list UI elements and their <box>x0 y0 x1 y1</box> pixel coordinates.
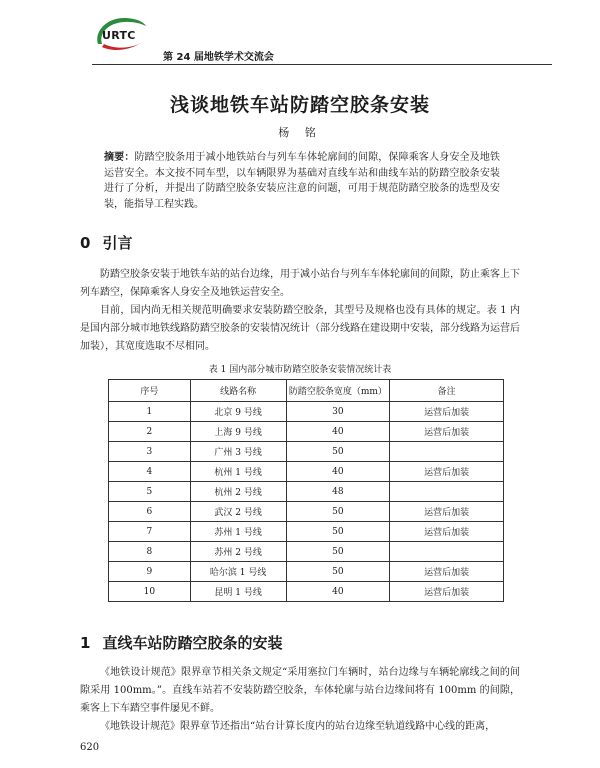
table-cell: 杭州 2 号线 <box>190 482 286 502</box>
section-0-title: 引言 <box>102 234 133 252</box>
table-cell: 10 <box>109 582 191 602</box>
table-cell: 运营后加装 <box>390 582 504 602</box>
table-row <box>109 482 504 502</box>
table-cell: 昆明 1 号线 <box>190 582 286 602</box>
abstract-text: 防踏空胶条用于减小地铁站台与列车车体轮廓间的间隙，保障乘客人身安全及地铁运营安全。本文按不同车型，以车辆限界为基础对直线车站和曲线车站的防踏空胶条安装进行了分析，并提出了防踏空胶条安装应注意的问题，可用于规范防踏空胶条的选型及安装，能指导工程实践。 <box>104 152 501 210</box>
paragraph: 《地铁设计规范》限界章节还指出“站台计算长度内的站台边缘至轨道线路中心线的距离， <box>100 721 496 732</box>
paragraph: 防踏空胶条安装于地铁车站的站台边缘，用于减小站台与列车车体轮廓间的间隙，防止乘客上下列车踏空，保障乘客人身安全及地铁运营安全。 <box>80 269 520 298</box>
section-1-body <box>80 664 520 736</box>
table-cell: 5 <box>109 482 191 502</box>
table-row <box>109 442 504 462</box>
table-cell: 上海 9 号线 <box>190 422 286 442</box>
table-cell: 40 <box>286 422 390 442</box>
section-0-body <box>80 266 520 356</box>
table-cell: 3 <box>109 442 191 462</box>
stats-table <box>108 379 504 602</box>
paragraph: 目前，国内尚无相关规范明确要求安装防踏空胶条，其型号及规格也没有具体的规定。表 1 内是国内部分城市地铁线路防踏空胶条的安装情况统计（部分线路在建设期中安装，部分线路为运营后加装），其宽度选取不尽相同。 <box>80 305 520 352</box>
table-cell: 50 <box>286 562 390 582</box>
table-cell: 50 <box>286 442 390 462</box>
table-cell: 苏州 1 号线 <box>190 522 286 542</box>
section-1-number: 1 <box>80 634 91 652</box>
table-row <box>109 462 504 482</box>
table-cell: 8 <box>109 542 191 562</box>
section-1-heading <box>80 632 282 653</box>
table-cell: 50 <box>286 522 390 542</box>
table-cell: 2 <box>109 422 191 442</box>
table-row <box>109 522 504 542</box>
header-divider <box>92 64 552 65</box>
paragraph: 《地铁设计规范》限界章节相关条文规定“采用塞拉门车辆时，站台边缘与车辆轮廓线之间的间隙采用 100mm。”。直线车站若不安装防踏空胶条，车体轮廓与站台边缘间将有 100mm 的间隙，乘客上下车踏空事件屡见不鲜。 <box>80 667 520 714</box>
table-cell <box>390 482 504 502</box>
table-cell: 30 <box>286 402 390 422</box>
table-cell: 杭州 1 号线 <box>190 462 286 482</box>
abstract-label: 摘要： <box>104 152 135 163</box>
table-cell: 40 <box>286 582 390 602</box>
table-cell: 运营后加装 <box>390 502 504 522</box>
column-header: 线路名称 <box>190 380 286 402</box>
table-cell: 哈尔滨 1 号线 <box>190 562 286 582</box>
column-header: 防踏空胶条宽度（mm） <box>286 380 390 402</box>
abstract <box>104 150 500 212</box>
section-0-number: 0 <box>80 234 91 252</box>
paper-title: 浅谈地铁车站防踏空胶条安装 <box>169 94 430 116</box>
urtc-logo <box>92 14 148 54</box>
table-cell: 7 <box>109 522 191 542</box>
table-cell: 运营后加装 <box>390 422 504 442</box>
author-name: 杨 铭 <box>278 126 322 139</box>
section-0-heading <box>80 232 132 253</box>
table-caption: 表 1 国内部分城市防踏空胶条安装情况统计表 <box>208 365 392 375</box>
table-cell: 50 <box>286 542 390 562</box>
table-row <box>109 402 504 422</box>
table-cell <box>390 542 504 562</box>
table-cell: 40 <box>286 462 390 482</box>
section-1-title: 直线车站防踏空胶条的安装 <box>102 634 283 652</box>
table-header-row <box>109 380 504 402</box>
table-cell: 9 <box>109 562 191 582</box>
table-row <box>109 502 504 522</box>
page-header <box>92 14 552 66</box>
column-header: 备注 <box>390 380 504 402</box>
table-cell: 运营后加装 <box>390 402 504 422</box>
table-row <box>109 542 504 562</box>
table-cell: 武汉 2 号线 <box>190 502 286 522</box>
table-cell: 苏州 2 号线 <box>190 542 286 562</box>
table-cell: 运营后加装 <box>390 562 504 582</box>
table-cell: 运营后加装 <box>390 462 504 482</box>
table-cell: 北京 9 号线 <box>190 402 286 422</box>
table-cell: 1 <box>109 402 191 422</box>
table-cell: 4 <box>109 462 191 482</box>
conference-name: 第 24 届地铁学术交流会 <box>163 52 274 63</box>
column-header: 序号 <box>109 380 191 402</box>
table-row <box>109 582 504 602</box>
table-row <box>109 562 504 582</box>
table-cell: 48 <box>286 482 390 502</box>
table-row <box>109 422 504 442</box>
table-cell: 广州 3 号线 <box>190 442 286 462</box>
page-number: 620 <box>80 742 100 753</box>
table-cell <box>390 442 504 462</box>
table-cell: 运营后加装 <box>390 522 504 542</box>
table-cell: 50 <box>286 502 390 522</box>
logo-text: URTC <box>102 29 136 42</box>
table-cell: 6 <box>109 502 191 522</box>
